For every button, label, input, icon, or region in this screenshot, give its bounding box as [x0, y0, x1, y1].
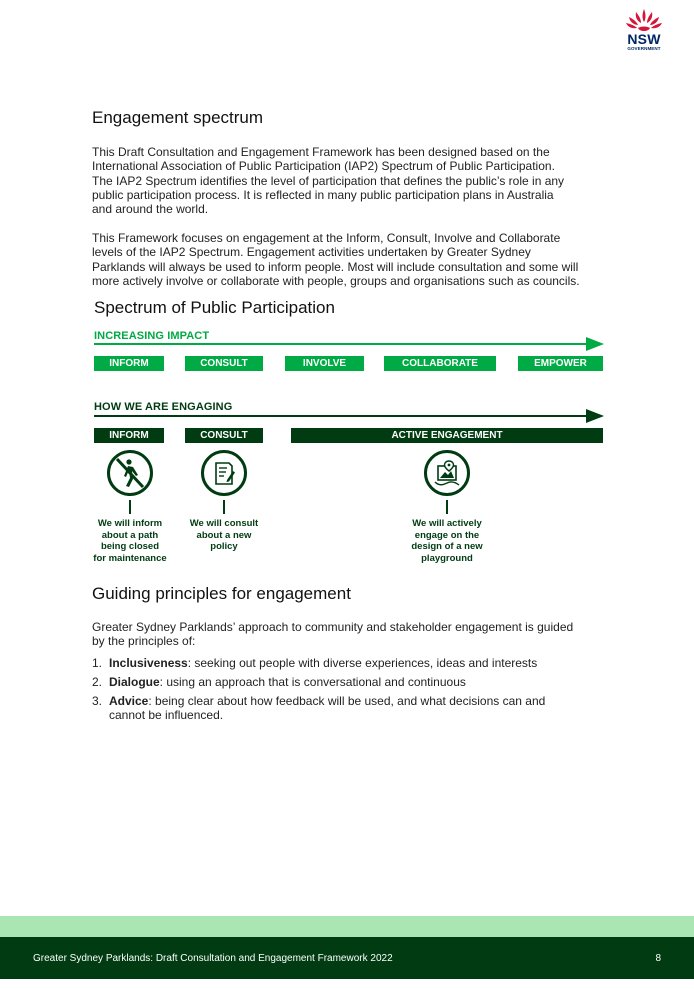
principle-description: : using an approach that is conversational and continuous: [159, 675, 466, 689]
principle-description: : seeking out people with diverse experiences, ideas and interests: [187, 656, 538, 670]
engaging-consult-box: CONSULT: [185, 428, 263, 443]
caption-line: playground: [421, 552, 473, 564]
document-edit-icon: [200, 449, 248, 497]
paragraph-line: more actively involve or collaborate with people, groups and organisations such as councils.: [92, 273, 580, 288]
level-involve-box: INVOLVE: [285, 356, 364, 371]
list-number: 2.: [92, 675, 103, 689]
list-number: 1.: [92, 656, 103, 670]
caption-line: for maintenance: [93, 552, 167, 564]
footer-accent-band: [0, 916, 694, 937]
government-subtext: GOVERNMENT: [627, 46, 661, 51]
example-consult-caption: [180, 518, 268, 553]
principle-description-continued: cannot be influenced.: [109, 708, 224, 723]
engaging-inform-box: INFORM: [94, 428, 164, 443]
page-number: 8: [655, 953, 661, 964]
caption-line: We will inform: [97, 518, 163, 529]
principle-term: Dialogue: [109, 675, 160, 689]
footer-bottom-margin: [0, 979, 694, 989]
paragraph-line: public participation process. It is reflected in many public participation plans in Australia: [92, 187, 554, 202]
principle-description: : being clear about how feedback will be used, and what decisions can and: [148, 694, 546, 708]
caption-line: being closed: [100, 541, 160, 552]
paragraph-line: International Association of Public Participation (IAP2) Spectrum of Public Participation.: [92, 159, 555, 174]
how-we-are-engaging-label: HOW WE ARE ENGAGING: [94, 401, 233, 413]
location-map-icon: [423, 449, 471, 497]
paragraph-line: The IAP2 Spectrum identifies the level of participation that defines the public’s role in any: [92, 173, 565, 188]
example-inform-caption: [84, 518, 176, 564]
principle-term: Advice: [109, 694, 149, 708]
increasing-impact-arrow: [94, 337, 606, 351]
caption-line: We will consult: [189, 518, 259, 529]
active-engagement-box: ACTIVE ENGAGEMENT: [291, 428, 603, 443]
caption-line: about a path: [101, 529, 159, 541]
list-number: 3.: [92, 694, 103, 708]
footer-title: Greater Sydney Parklands: Draft Consultation and Engagement Framework 2022: [33, 953, 393, 964]
principle-text: [109, 656, 569, 670]
intro-paragraph-2: [92, 231, 612, 288]
paragraph-line: This Draft Consultation and Engagement Framework has been designed based on the: [92, 145, 550, 159]
intro-paragraph-1: [92, 145, 612, 216]
caption-line: design of a new: [411, 541, 483, 552]
paragraph-line: This Framework focuses on engagement at the Inform, Consult, Involve and Collaborate: [92, 231, 561, 245]
level-inform-box: INFORM: [94, 356, 164, 371]
increasing-impact-label: INCREASING IMPACT: [94, 330, 210, 342]
caption-line: policy: [210, 541, 238, 552]
paragraph-line: by the principles of:: [92, 634, 196, 649]
paragraph-line: and around the world.: [92, 202, 209, 217]
paragraph-line: Greater Sydney Parklands’ approach to community and stakeholder engagement is guided: [92, 620, 574, 634]
level-empower-box: EMPOWER: [518, 356, 603, 371]
example-active-caption: [402, 518, 492, 564]
level-consult-box: CONSULT: [185, 356, 263, 371]
nsw-government-logo: [622, 8, 666, 52]
caption-line: engage on the: [414, 529, 480, 541]
engagement-spectrum-heading: Engagement spectrum: [92, 108, 264, 127]
list-item: [92, 675, 612, 691]
nsw-wordmark: NSW: [627, 31, 661, 47]
example-stem: [129, 500, 131, 514]
guiding-principles-heading: Guiding principles for engagement: [92, 584, 351, 603]
principle-text: [109, 675, 569, 689]
paragraph-line: Parklands will always be used to inform people. Most will include consultation and some will: [92, 259, 579, 274]
spectrum-title: Spectrum of Public Participation: [94, 298, 335, 317]
how-we-are-engaging-arrow: [94, 409, 606, 423]
caption-line: We will actively: [412, 518, 482, 529]
caption-line: about a new: [196, 529, 252, 541]
principle-term: Inclusiveness: [109, 656, 188, 670]
paragraph-line: levels of the IAP2 Spectrum. Engagement activities undertaken by Greater Sydney: [92, 245, 531, 260]
principle-text: [109, 694, 569, 723]
level-collaborate-box: COLLABORATE: [384, 356, 496, 371]
list-item: [92, 694, 612, 726]
principles-intro: [92, 620, 612, 649]
list-item: [92, 656, 612, 672]
principles-list: [92, 656, 612, 736]
example-stem: [223, 500, 225, 514]
no-walking-icon: [106, 449, 154, 497]
example-stem: [446, 500, 448, 514]
page-footer: [0, 937, 694, 979]
